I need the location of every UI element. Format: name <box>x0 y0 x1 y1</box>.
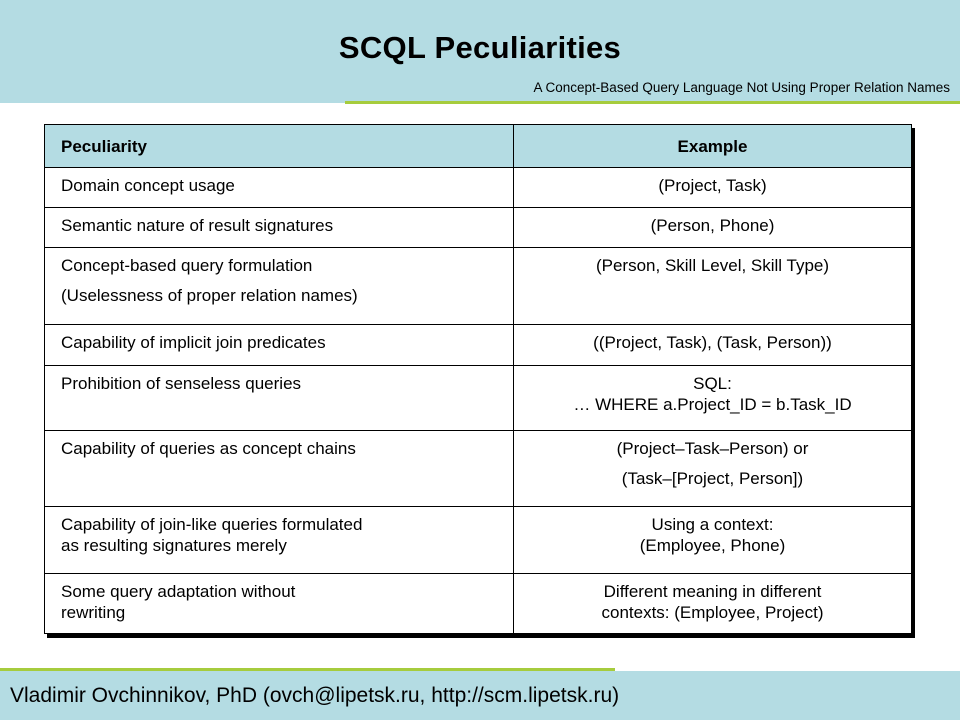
example-text: (Project, Task) <box>658 176 767 195</box>
example-cell <box>514 431 912 507</box>
example-text: SQL: <box>693 374 732 393</box>
header-example: Example <box>514 125 912 168</box>
peculiarities-table-container <box>44 124 912 634</box>
example-text: (Project–Task–Person) or <box>616 439 809 458</box>
example-text: ((Project, Task), (Task, Person)) <box>593 333 832 352</box>
table-row <box>45 431 912 507</box>
example-cell <box>514 248 912 325</box>
peculiarity-text: Some query adaptation without <box>61 582 296 601</box>
peculiarity-text: Concept-based query formulation <box>61 256 313 275</box>
peculiarity-cell <box>45 325 514 366</box>
peculiarity-cell <box>45 208 514 248</box>
peculiarity-text: Capability of queries as concept chains <box>61 439 356 458</box>
peculiarity-cell <box>45 574 514 634</box>
table-row <box>45 507 912 574</box>
header-peculiarity: Peculiarity <box>45 125 514 168</box>
table-row <box>45 168 912 208</box>
peculiarity-cell <box>45 366 514 431</box>
example-cell <box>514 507 912 574</box>
header-accent-rule <box>345 101 960 104</box>
table-row <box>45 248 912 325</box>
table-row <box>45 208 912 248</box>
table-row <box>45 325 912 366</box>
peculiarity-text: Capability of implicit join predicates <box>61 333 326 352</box>
peculiarity-text: Prohibition of senseless queries <box>61 374 302 393</box>
peculiarity-cell <box>45 168 514 208</box>
example-text: (Person, Skill Level, Skill Type) <box>595 256 830 275</box>
example-text: (Person, Phone) <box>650 216 775 235</box>
example-cell <box>514 574 912 634</box>
example-cell <box>514 325 912 366</box>
example-text: Using a context: <box>651 515 774 534</box>
peculiarity-cell <box>45 431 514 507</box>
peculiarity-text: Semantic nature of result signatures <box>61 216 334 235</box>
example-cell <box>514 168 912 208</box>
example-cell <box>514 208 912 248</box>
author-footer: Vladimir Ovchinnikov, PhD (ovch@lipetsk.ru, http://scm.lipetsk.ru) <box>10 684 620 707</box>
peculiarity-text: Domain concept usage <box>61 176 235 195</box>
peculiarity-text: Capability of join-like queries formulated <box>61 515 363 534</box>
peculiarity-text: rewriting <box>61 603 126 622</box>
peculiarities-table <box>44 124 912 634</box>
slide-subtitle: A Concept-Based Query Language Not Using Proper Relation Names <box>533 80 950 95</box>
peculiarity-cell <box>45 507 514 574</box>
example-text: Different meaning in different <box>603 582 822 601</box>
slide-title: SCQL Peculiarities <box>338 30 622 65</box>
table-row <box>45 366 912 431</box>
example-text: (Employee, Phone) <box>639 536 786 555</box>
example-text: (Task–[Project, Person]) <box>621 469 804 488</box>
peculiarity-text: (Uselessness of proper relation names) <box>61 286 358 305</box>
example-cell <box>514 366 912 431</box>
example-text: … WHERE a.Project_ID = b.Task_ID <box>573 395 852 414</box>
table-row <box>45 574 912 634</box>
table-header-row <box>45 125 912 168</box>
peculiarity-text: as resulting signatures merely <box>61 536 287 555</box>
peculiarity-cell <box>45 248 514 325</box>
example-text: contexts: (Employee, Project) <box>601 603 824 622</box>
